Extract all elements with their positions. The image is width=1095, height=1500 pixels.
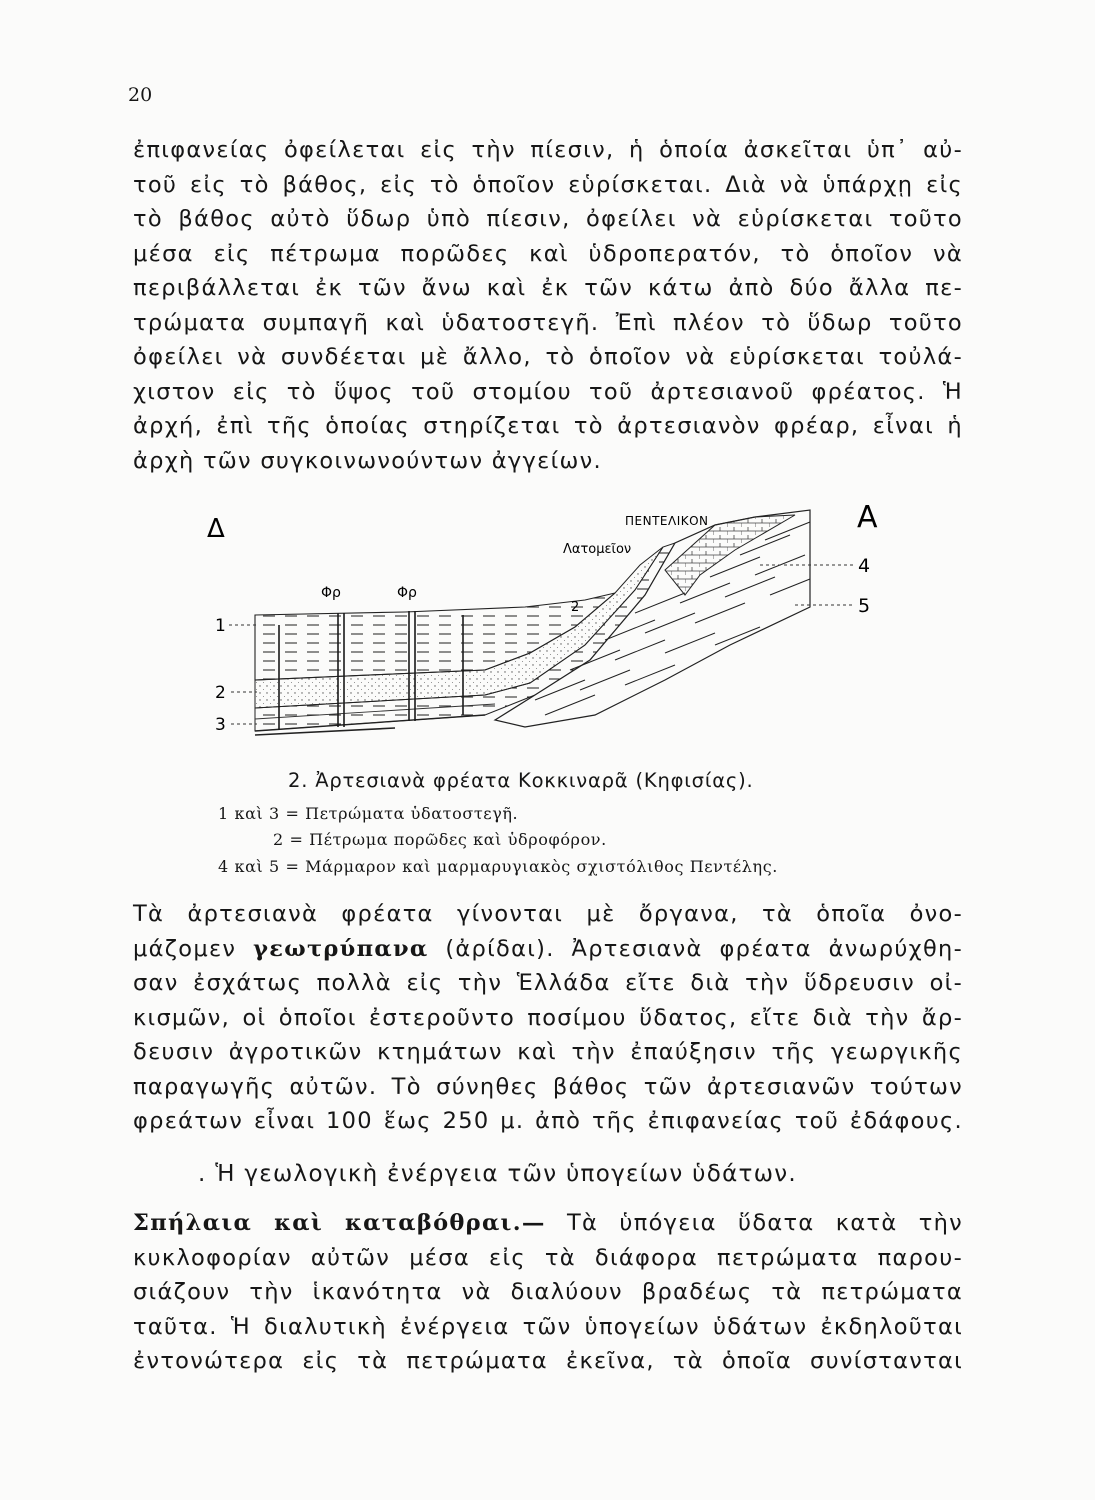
text-line: φρεάτων εἶναι 100 ἕως 250 μ. ἀπὸ τῆς ἐπιφανείας τοῦ ἐδάφους. (133, 1108, 963, 1134)
text-line: ὀφείλει νὰ συνδέεται μὲ ἄλλο, τὸ ὁποῖον νὰ εὑρίσκεται τοὐλά- (133, 344, 963, 370)
text-line: ἐντονώτερα εἰς τὰ πετρώματα ἐκεῖνα, τὰ ὁποῖα συνίστανται (133, 1348, 963, 1374)
paragraph-artesian-wells-greece (133, 897, 963, 1139)
text-fragment: (ἀρίδαι). Ἀρτεσιανὰ φρέατα ἀνωρύχθη- (428, 935, 964, 962)
text-line: σαν ἐσχάτως πολλὰ εἰς τὴν Ἑλλάδα εἴτε διὰ τὴν ὕδρευσιν οἰ- (133, 970, 963, 996)
text-line: παραγωγῆς αὐτῶν. Τὸ σύνηθες βάθος τῶν ἀρτεσιανῶν τούτων (133, 1073, 963, 1100)
mountain-label: ΠΕΝΤΕΛΙΚΟΝ (625, 514, 709, 528)
layer-label-5: 5 (858, 595, 871, 617)
bold-term-drill: γεωτρύπανα (253, 935, 429, 962)
text-line (133, 1206, 963, 1241)
page-number: 20 (128, 84, 153, 106)
layer-label-4: 4 (858, 555, 871, 577)
figure-legend-item: 4 καὶ 5 = Μάρμαρον καὶ μαρμαρυγιακὸς σχιστόλιθος Πεντέλης. (218, 857, 778, 876)
text-line: ἐπιφανείας ὀφείλεται εἰς τὴν πίεσιν, ἡ ὁποία ἀσκεῖται ὑπ᾽ αὐ- (133, 137, 963, 163)
text-line: τὸ βάθος αὐτὸ ὕδωρ ὑπὸ πίεσιν, ὀφείλει νὰ εὑρίσκεται τοῦτο (133, 206, 963, 232)
label-right-alpha: Α (857, 500, 878, 535)
quarry-label: Λατομεῖον (563, 542, 632, 557)
layer-label-2: 2 (215, 683, 226, 703)
text-line: μέσα εἰς πέτρωμα πορῶδες καὶ ὑδροπερατόν, τὸ ὁποῖον νὰ (133, 240, 963, 267)
text-line: περιβάλλεται ἐκ τῶν ἄνω καὶ ἐκ τῶν κάτω ἀπὸ δύο ἄλλα πε- (133, 275, 963, 301)
text-fragment: μάζομεν (133, 935, 254, 962)
label-left-delta: Δ (207, 514, 225, 544)
artesian-well-cross-section (195, 495, 895, 757)
well-label-1: Φρ (321, 585, 341, 601)
text-line: κισμῶν, οἱ ὁποῖοι ἐστεροῦντο ποσίμου ὕδατος, εἴτε διὰ τὴν ἄρ- (133, 1004, 963, 1031)
text-line: χιστον εἰς τὸ ὕψος τοῦ στομίου τοῦ ἀρτεσιανοῦ φρέατος. Ἡ (133, 378, 963, 405)
text-line (133, 932, 963, 967)
figure-legend-item: 2 = Πέτρωμα πορῶδες καὶ ὑδροφόρον. (273, 830, 607, 849)
layer-label-1: 1 (215, 616, 226, 636)
text-line: δευσιν ἀγροτικῶν κτημάτων καὶ τὴν ἐπαύξησιν τῆς γεωργικῆς (133, 1039, 963, 1065)
well-label-2: Φρ (397, 585, 417, 601)
paragraph-artesian-principle (133, 133, 963, 478)
text-fragment: Τὰ ὑπόγεια ὕδατα κατὰ τὴν (545, 1210, 963, 1236)
text-line: ἀρχὴ τῶν συγκοινωνούντων ἀγγείων. (133, 447, 603, 474)
paragraph-caves-sinkholes (133, 1206, 963, 1379)
text-line: ἀρχή, ἐπὶ τῆς ὁποίας στηρίζεται τὸ ἀρτεσιανὸν φρέαρ, εἶναι ἡ (133, 413, 963, 439)
text-line: κυκλοφορίαν αὐτῶν μέσα εἰς τὰ διάφορα πετρώματα παρου- (133, 1244, 963, 1271)
figure-caption-title: 2. Ἀρτεσιανὰ φρέατα Κοκκιναρᾶ (Κηφισίας). (288, 769, 754, 792)
text-line: ταῦτα. Ἡ διαλυτικὴ ἐνέργεια τῶν ὑπογείων ὑδάτων ἐκδηλοῦται (133, 1313, 963, 1340)
section-heading: . Ἡ γεωλογικὴ ἐνέργεια τῶν ὑπογείων ὑδάτων. (198, 1161, 798, 1187)
text-line: σιάζουν τὴν ἱκανότητα νὰ διαλύουν βραδέως τὰ πετρώματα (133, 1279, 963, 1305)
figure-legend-item: 1 καὶ 3 = Πετρώματα ὑδατοστεγῆ. (218, 804, 519, 823)
text-line: Τὰ ἀρτεσιανὰ φρέατα γίνονται μὲ ὄργανα, τὰ ὁποῖα ὀνο- (133, 901, 963, 927)
inner-label-2: 2 (571, 600, 580, 615)
layer-label-3: 3 (215, 715, 226, 735)
text-line: τοῦ εἰς τὸ βάθος, εἰς τὸ ὁποῖον εὑρίσκεται. Διὰ νὰ ὑπάρχῃ εἰς (133, 171, 963, 198)
text-line: τρώματα συμπαγῆ καὶ ὑδατοστεγῆ. Ἐπὶ πλέον τὸ ὕδωρ τοῦτο (133, 309, 963, 336)
bold-term-caves: Σπήλαια καὶ καταβόθραι.— (133, 1210, 546, 1236)
